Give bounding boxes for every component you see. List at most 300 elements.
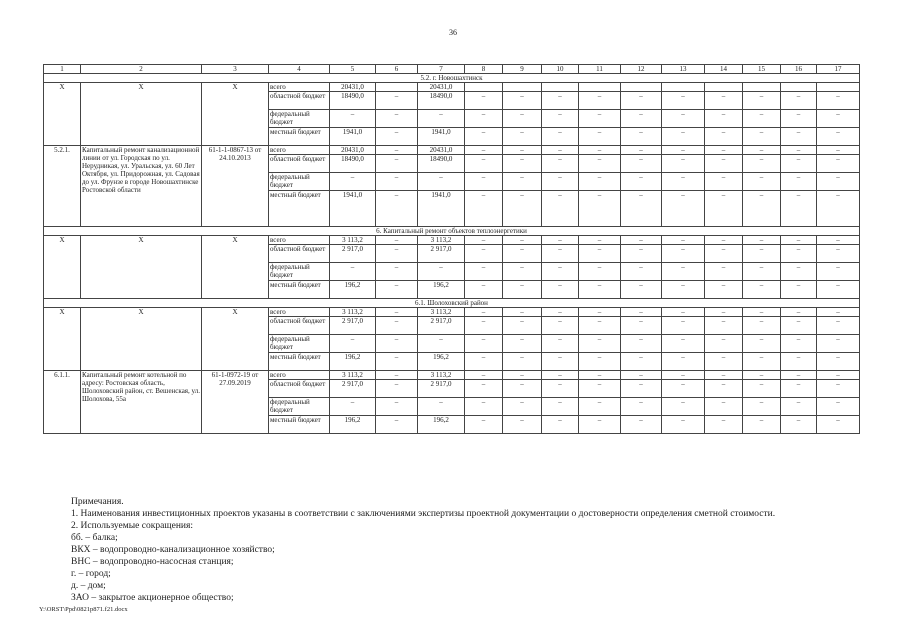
column-number: 17 bbox=[817, 65, 860, 74]
value-cell: – bbox=[542, 317, 579, 335]
funding-source: областной бюджет bbox=[269, 380, 330, 398]
value-cell: 3 113,2 bbox=[330, 371, 376, 380]
value-cell: – bbox=[376, 191, 418, 227]
value-cell: – bbox=[743, 191, 781, 227]
value-cell: – bbox=[705, 281, 743, 299]
item-name: X bbox=[81, 83, 202, 146]
value-cell: – bbox=[465, 353, 503, 371]
value-cell: – bbox=[465, 308, 503, 317]
value-cell: – bbox=[330, 398, 376, 416]
value-cell: – bbox=[542, 281, 579, 299]
section-row bbox=[44, 299, 860, 308]
expertise-conclusion: 61-1-0972-19 от 27.09.2019 bbox=[202, 371, 269, 434]
value-cell: – bbox=[743, 92, 781, 110]
value-cell: – bbox=[621, 416, 662, 434]
funding-source: всего bbox=[269, 236, 330, 245]
column-number: 4 bbox=[269, 65, 330, 74]
column-number: 10 bbox=[542, 65, 579, 74]
value-cell: – bbox=[376, 317, 418, 335]
value-cell: 3 113,2 bbox=[418, 236, 465, 245]
value-cell: – bbox=[705, 353, 743, 371]
value-cell: – bbox=[542, 155, 579, 173]
item-name: X bbox=[81, 308, 202, 371]
column-number: 7 bbox=[418, 65, 465, 74]
value-cell: – bbox=[465, 110, 503, 128]
expertise-conclusion: X bbox=[202, 308, 269, 371]
value-cell: – bbox=[705, 146, 743, 155]
value-cell: – bbox=[503, 353, 542, 371]
value-cell: – bbox=[743, 353, 781, 371]
note-line: бб. – балка; bbox=[71, 533, 118, 543]
item-number: 5.2.1. bbox=[44, 146, 81, 227]
value-cell: – bbox=[503, 155, 542, 173]
note-line: 2. Используемые сокращения: bbox=[71, 521, 193, 531]
value-cell: – bbox=[542, 308, 579, 317]
value-cell: – bbox=[781, 128, 817, 146]
value-cell: – bbox=[817, 416, 860, 434]
value-cell: – bbox=[817, 281, 860, 299]
column-number: 9 bbox=[503, 65, 542, 74]
value-cell: – bbox=[579, 128, 621, 146]
column-number: 8 bbox=[465, 65, 503, 74]
value-cell: – bbox=[542, 335, 579, 353]
column-number: 12 bbox=[621, 65, 662, 74]
value-cell: – bbox=[705, 155, 743, 173]
value-cell: – bbox=[542, 191, 579, 227]
funding-source: всего bbox=[269, 146, 330, 155]
value-cell: – bbox=[662, 281, 705, 299]
item-name: X bbox=[81, 236, 202, 299]
value-cell: – bbox=[376, 110, 418, 128]
value-cell: – bbox=[542, 146, 579, 155]
value-cell: – bbox=[376, 173, 418, 191]
item-number: 6.1.1. bbox=[44, 371, 81, 434]
value-cell: – bbox=[662, 146, 705, 155]
value-cell: – bbox=[465, 173, 503, 191]
value-cell: – bbox=[817, 146, 860, 155]
value-cell: – bbox=[621, 308, 662, 317]
value-cell: – bbox=[503, 308, 542, 317]
value-cell: – bbox=[743, 236, 781, 245]
value-cell: – bbox=[579, 281, 621, 299]
value-cell: – bbox=[781, 308, 817, 317]
value-cell: – bbox=[743, 281, 781, 299]
section-title: 6. Капитальный ремонт объектов теплоэнергетики bbox=[44, 227, 860, 236]
column-number: 14 bbox=[705, 65, 743, 74]
value-cell: – bbox=[465, 146, 503, 155]
value-cell: – bbox=[579, 416, 621, 434]
value-cell: – bbox=[376, 92, 418, 110]
value-cell: – bbox=[781, 173, 817, 191]
value-cell: 1941,0 bbox=[330, 191, 376, 227]
value-cell: – bbox=[542, 380, 579, 398]
funding-source: местный бюджет bbox=[269, 416, 330, 434]
value-cell bbox=[705, 83, 743, 92]
value-cell: – bbox=[705, 110, 743, 128]
value-cell: 3 113,2 bbox=[418, 371, 465, 380]
value-cell: – bbox=[542, 128, 579, 146]
value-cell: – bbox=[579, 335, 621, 353]
expertise-conclusion: X bbox=[202, 83, 269, 146]
note-line: ВНС – водопроводно-насосная станция; bbox=[71, 557, 234, 567]
value-cell: – bbox=[465, 245, 503, 263]
value-cell: – bbox=[503, 173, 542, 191]
notes-block bbox=[71, 496, 871, 604]
funding-source: федеральный бюджет bbox=[269, 398, 330, 416]
value-cell: – bbox=[579, 191, 621, 227]
funding-source: областной бюджет bbox=[269, 317, 330, 335]
table-row bbox=[44, 146, 860, 155]
value-cell bbox=[542, 83, 579, 92]
value-cell: – bbox=[376, 263, 418, 281]
value-cell: – bbox=[376, 281, 418, 299]
value-cell: 2 917,0 bbox=[330, 380, 376, 398]
value-cell: – bbox=[418, 398, 465, 416]
column-number: 2 bbox=[81, 65, 202, 74]
funding-source: федеральный бюджет bbox=[269, 263, 330, 281]
value-cell: – bbox=[705, 380, 743, 398]
value-cell: – bbox=[817, 245, 860, 263]
funding-source: федеральный бюджет bbox=[269, 110, 330, 128]
value-cell: – bbox=[621, 380, 662, 398]
value-cell: – bbox=[743, 335, 781, 353]
value-cell: – bbox=[503, 380, 542, 398]
value-cell: – bbox=[743, 110, 781, 128]
value-cell: – bbox=[376, 308, 418, 317]
funding-source: федеральный бюджет bbox=[269, 173, 330, 191]
column-number: 5 bbox=[330, 65, 376, 74]
value-cell: – bbox=[376, 146, 418, 155]
value-cell: 20431,0 bbox=[330, 83, 376, 92]
funding-source: местный бюджет bbox=[269, 191, 330, 227]
value-cell: 3 113,2 bbox=[330, 308, 376, 317]
value-cell: – bbox=[817, 236, 860, 245]
value-cell: – bbox=[705, 317, 743, 335]
value-cell: 20431,0 bbox=[418, 146, 465, 155]
value-cell: – bbox=[817, 128, 860, 146]
value-cell: – bbox=[662, 317, 705, 335]
value-cell bbox=[621, 83, 662, 92]
value-cell: 196,2 bbox=[330, 416, 376, 434]
value-cell: – bbox=[817, 353, 860, 371]
value-cell: – bbox=[817, 317, 860, 335]
value-cell: – bbox=[817, 173, 860, 191]
value-cell: – bbox=[621, 236, 662, 245]
value-cell: – bbox=[503, 128, 542, 146]
budget-table bbox=[43, 64, 860, 434]
value-cell: – bbox=[781, 263, 817, 281]
value-cell: – bbox=[662, 191, 705, 227]
value-cell: – bbox=[662, 155, 705, 173]
value-cell: – bbox=[542, 245, 579, 263]
value-cell: – bbox=[503, 317, 542, 335]
value-cell: – bbox=[621, 110, 662, 128]
note-line: г. – город; bbox=[71, 569, 111, 579]
value-cell: 2 917,0 bbox=[330, 245, 376, 263]
value-cell bbox=[579, 83, 621, 92]
value-cell: 2 917,0 bbox=[418, 245, 465, 263]
value-cell: – bbox=[705, 263, 743, 281]
section-row bbox=[44, 74, 860, 83]
value-cell: – bbox=[705, 173, 743, 191]
value-cell: – bbox=[503, 191, 542, 227]
value-cell: – bbox=[579, 92, 621, 110]
value-cell: – bbox=[705, 245, 743, 263]
value-cell: – bbox=[621, 191, 662, 227]
value-cell: 1941,0 bbox=[418, 191, 465, 227]
value-cell: – bbox=[503, 371, 542, 380]
value-cell: – bbox=[662, 263, 705, 281]
value-cell bbox=[376, 83, 418, 92]
value-cell: – bbox=[330, 173, 376, 191]
table-row bbox=[44, 308, 860, 317]
column-number: 11 bbox=[579, 65, 621, 74]
value-cell: – bbox=[465, 281, 503, 299]
value-cell: – bbox=[376, 236, 418, 245]
funding-source: областной бюджет bbox=[269, 245, 330, 263]
note-line: д. – дом; bbox=[71, 581, 106, 591]
value-cell: – bbox=[376, 245, 418, 263]
value-cell: – bbox=[579, 353, 621, 371]
notes-heading: Примечания. bbox=[71, 497, 124, 507]
value-cell: – bbox=[743, 398, 781, 416]
item-number: X bbox=[44, 308, 81, 371]
value-cell: – bbox=[503, 110, 542, 128]
value-cell: – bbox=[781, 236, 817, 245]
section-title: 6.1. Шолоховский район bbox=[44, 299, 860, 308]
value-cell: 1941,0 bbox=[330, 128, 376, 146]
value-cell: – bbox=[781, 110, 817, 128]
value-cell: – bbox=[542, 92, 579, 110]
value-cell: – bbox=[376, 155, 418, 173]
value-cell: – bbox=[376, 335, 418, 353]
value-cell: – bbox=[662, 173, 705, 191]
value-cell: – bbox=[743, 155, 781, 173]
value-cell: – bbox=[621, 128, 662, 146]
column-number: 1 bbox=[44, 65, 81, 74]
value-cell: – bbox=[542, 353, 579, 371]
value-cell: 18490,0 bbox=[330, 92, 376, 110]
value-cell: – bbox=[542, 263, 579, 281]
value-cell: – bbox=[330, 335, 376, 353]
value-cell: – bbox=[376, 128, 418, 146]
value-cell: 2 917,0 bbox=[330, 317, 376, 335]
value-cell: – bbox=[621, 398, 662, 416]
value-cell: – bbox=[465, 263, 503, 281]
value-cell bbox=[465, 83, 503, 92]
item-number: X bbox=[44, 236, 81, 299]
item-name: Капитальный ремонт котельной по адресу: Ростовская область, Шолоховский район, ст. Вешенская, ул. Шолохова, 55а bbox=[81, 371, 202, 434]
value-cell: – bbox=[579, 245, 621, 263]
value-cell: – bbox=[817, 335, 860, 353]
page-number: 36 bbox=[449, 28, 457, 37]
column-number: 16 bbox=[781, 65, 817, 74]
value-cell: – bbox=[662, 308, 705, 317]
value-cell: – bbox=[542, 236, 579, 245]
value-cell: – bbox=[743, 371, 781, 380]
value-cell: 196,2 bbox=[330, 353, 376, 371]
value-cell: – bbox=[621, 335, 662, 353]
value-cell: – bbox=[465, 317, 503, 335]
value-cell: – bbox=[465, 335, 503, 353]
value-cell: – bbox=[503, 416, 542, 434]
value-cell: – bbox=[465, 398, 503, 416]
value-cell: 20431,0 bbox=[330, 146, 376, 155]
value-cell: – bbox=[579, 380, 621, 398]
value-cell: – bbox=[465, 155, 503, 173]
value-cell: – bbox=[781, 335, 817, 353]
value-cell: – bbox=[705, 128, 743, 146]
value-cell: – bbox=[781, 317, 817, 335]
table-row bbox=[44, 371, 860, 380]
value-cell: 2 917,0 bbox=[418, 317, 465, 335]
value-cell: – bbox=[662, 353, 705, 371]
value-cell: – bbox=[418, 263, 465, 281]
value-cell: – bbox=[817, 155, 860, 173]
value-cell: – bbox=[662, 245, 705, 263]
value-cell: – bbox=[465, 191, 503, 227]
value-cell: – bbox=[418, 110, 465, 128]
value-cell: – bbox=[621, 281, 662, 299]
value-cell: 1941,0 bbox=[418, 128, 465, 146]
value-cell: – bbox=[579, 263, 621, 281]
value-cell: – bbox=[743, 245, 781, 263]
value-cell: – bbox=[465, 371, 503, 380]
value-cell: – bbox=[376, 371, 418, 380]
value-cell: – bbox=[579, 146, 621, 155]
value-cell: – bbox=[743, 416, 781, 434]
value-cell: – bbox=[579, 236, 621, 245]
funding-source: местный бюджет bbox=[269, 281, 330, 299]
funding-source: местный бюджет bbox=[269, 353, 330, 371]
value-cell: – bbox=[542, 371, 579, 380]
value-cell: – bbox=[705, 308, 743, 317]
note-line: ВКХ – водопроводно-канализационное хозяйство; bbox=[71, 545, 275, 555]
value-cell: – bbox=[376, 416, 418, 434]
value-cell: – bbox=[418, 173, 465, 191]
value-cell: – bbox=[579, 371, 621, 380]
value-cell: – bbox=[743, 173, 781, 191]
value-cell: 18490,0 bbox=[418, 155, 465, 173]
column-number: 13 bbox=[662, 65, 705, 74]
column-number: 6 bbox=[376, 65, 418, 74]
value-cell: – bbox=[662, 398, 705, 416]
value-cell: – bbox=[743, 263, 781, 281]
value-cell: – bbox=[503, 236, 542, 245]
value-cell: 196,2 bbox=[418, 353, 465, 371]
value-cell: – bbox=[330, 263, 376, 281]
value-cell: – bbox=[705, 398, 743, 416]
value-cell: – bbox=[781, 371, 817, 380]
file-path: Y:\ORST\Ppd\0821p871.f21.docx bbox=[39, 606, 128, 613]
expertise-conclusion: X bbox=[202, 236, 269, 299]
value-cell: – bbox=[817, 308, 860, 317]
value-cell: – bbox=[579, 173, 621, 191]
value-cell: – bbox=[662, 110, 705, 128]
value-cell: 196,2 bbox=[418, 416, 465, 434]
value-cell: – bbox=[503, 281, 542, 299]
value-cell: – bbox=[817, 110, 860, 128]
value-cell: – bbox=[542, 416, 579, 434]
value-cell: – bbox=[705, 92, 743, 110]
value-cell: – bbox=[465, 92, 503, 110]
value-cell: – bbox=[376, 380, 418, 398]
value-cell: – bbox=[621, 317, 662, 335]
value-cell: – bbox=[781, 353, 817, 371]
value-cell: – bbox=[781, 92, 817, 110]
value-cell: – bbox=[743, 146, 781, 155]
value-cell: – bbox=[781, 155, 817, 173]
table-row bbox=[44, 83, 860, 92]
funding-source: федеральный бюджет bbox=[269, 335, 330, 353]
value-cell: – bbox=[817, 380, 860, 398]
value-cell: – bbox=[817, 263, 860, 281]
value-cell: – bbox=[621, 371, 662, 380]
value-cell: – bbox=[465, 128, 503, 146]
value-cell bbox=[743, 83, 781, 92]
column-number: 15 bbox=[743, 65, 781, 74]
value-cell: – bbox=[465, 236, 503, 245]
funding-source: всего bbox=[269, 308, 330, 317]
value-cell: 3 113,2 bbox=[418, 308, 465, 317]
value-cell: – bbox=[621, 173, 662, 191]
value-cell: 18490,0 bbox=[418, 92, 465, 110]
value-cell: – bbox=[743, 128, 781, 146]
value-cell: – bbox=[662, 416, 705, 434]
value-cell: – bbox=[662, 236, 705, 245]
value-cell: – bbox=[743, 380, 781, 398]
value-cell: – bbox=[465, 416, 503, 434]
value-cell: – bbox=[781, 398, 817, 416]
expertise-conclusion: 61-1-1-0867-13 от 24.10.2013 bbox=[202, 146, 269, 227]
value-cell: – bbox=[376, 398, 418, 416]
value-cell: – bbox=[579, 155, 621, 173]
value-cell: – bbox=[503, 398, 542, 416]
value-cell: – bbox=[542, 398, 579, 416]
value-cell: – bbox=[579, 398, 621, 416]
value-cell bbox=[781, 83, 817, 92]
funding-source: всего bbox=[269, 83, 330, 92]
value-cell: – bbox=[621, 263, 662, 281]
value-cell: – bbox=[817, 398, 860, 416]
value-cell: – bbox=[376, 353, 418, 371]
value-cell: – bbox=[418, 335, 465, 353]
section-title: 5.2. г. Новошахтинск bbox=[44, 74, 860, 83]
value-cell: – bbox=[465, 380, 503, 398]
value-cell: – bbox=[781, 281, 817, 299]
value-cell: – bbox=[621, 353, 662, 371]
value-cell: – bbox=[781, 416, 817, 434]
funding-source: областной бюджет bbox=[269, 155, 330, 173]
value-cell: – bbox=[705, 335, 743, 353]
value-cell: – bbox=[579, 308, 621, 317]
value-cell: – bbox=[503, 263, 542, 281]
value-cell: – bbox=[621, 146, 662, 155]
value-cell: – bbox=[579, 110, 621, 128]
funding-source: местный бюджет bbox=[269, 128, 330, 146]
value-cell: – bbox=[503, 146, 542, 155]
value-cell: – bbox=[542, 110, 579, 128]
section-row bbox=[44, 227, 860, 236]
value-cell: – bbox=[662, 380, 705, 398]
funding-source: всего bbox=[269, 371, 330, 380]
value-cell: 20431,0 bbox=[418, 83, 465, 92]
value-cell: – bbox=[781, 245, 817, 263]
value-cell: – bbox=[662, 371, 705, 380]
value-cell: – bbox=[662, 335, 705, 353]
table-row bbox=[44, 236, 860, 245]
value-cell bbox=[817, 83, 860, 92]
